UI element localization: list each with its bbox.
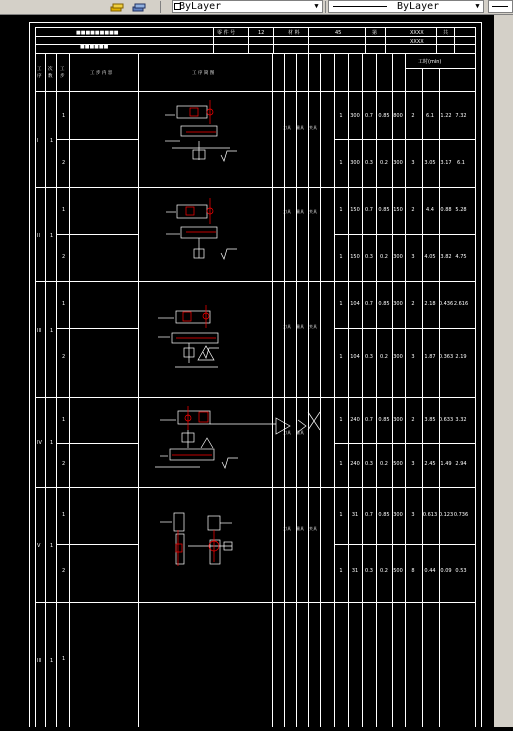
table-cell: 300 xyxy=(393,512,403,518)
col-step: 工 xyxy=(60,67,65,72)
tool-label: 夹具 xyxy=(309,526,317,531)
col-content: 工 步 内 容 xyxy=(90,71,113,76)
table-cell: 2 xyxy=(411,417,415,423)
table-cell: 0.44 xyxy=(424,568,436,574)
table-cell: 1 xyxy=(339,461,343,467)
tool-label: 量具 xyxy=(296,324,304,329)
table-cell: 0.2 xyxy=(380,254,388,260)
table-cell: 3 xyxy=(411,461,415,467)
table-cell: 0.123 xyxy=(438,512,454,518)
process-count: 1 xyxy=(50,328,54,334)
table-cell: 3 xyxy=(411,512,415,518)
table-cell: 1 xyxy=(339,301,343,307)
chevron-down-icon[interactable]: ▼ xyxy=(475,2,480,10)
step-number: 2 xyxy=(62,254,66,260)
process-count: 1 xyxy=(50,543,54,549)
tool-labels xyxy=(283,124,318,531)
toolbar-divider xyxy=(160,1,161,13)
table-cell: 0.85 xyxy=(378,417,390,423)
table-cell: 300 xyxy=(393,254,403,260)
step-number: 2 xyxy=(62,461,66,467)
sheet-value: XXXX xyxy=(410,30,424,36)
process-count: 1 xyxy=(50,658,54,664)
tool-label: 刀具 xyxy=(283,526,291,531)
table-cell: 150 xyxy=(350,254,360,260)
tool-label: 量具 xyxy=(296,430,304,435)
process-count: 1 xyxy=(50,440,54,446)
part-no-value: 12 xyxy=(258,30,265,36)
tool-label: 量具 xyxy=(296,526,304,531)
material-value: 45 xyxy=(335,30,342,36)
tool-label: 量具 xyxy=(296,209,304,214)
table-cell: 3.82 xyxy=(440,254,452,260)
table-cell: 0.3 xyxy=(365,568,373,574)
table-cell: 0.436 xyxy=(438,301,454,307)
table-cell: 0.7 xyxy=(365,113,373,119)
table-cell: 300 xyxy=(350,160,360,166)
card-subtitle: ■■■■■■ xyxy=(80,44,109,50)
table-cell: 500 xyxy=(393,461,403,467)
table-cell: 3 xyxy=(411,354,415,360)
table-cell: 0.3 xyxy=(365,461,373,467)
layer-states-icon[interactable] xyxy=(132,1,146,13)
table-cell: 0.3 xyxy=(365,354,373,360)
tool-label: 刀具 xyxy=(283,324,291,329)
linetype-combo-value: ByLayer xyxy=(397,1,440,12)
process-number: III xyxy=(37,328,42,334)
table-cell: 0.2 xyxy=(380,160,388,166)
table-cell: 240 xyxy=(350,461,360,467)
tool-label: 刀具 xyxy=(283,430,291,435)
table-cell: 2 xyxy=(411,301,415,307)
table-cell: 2 xyxy=(411,207,415,213)
table-cell: 1 xyxy=(339,354,343,360)
table-cell: 0.736 xyxy=(453,512,469,518)
table-cell: 0.7 xyxy=(365,512,373,518)
table-cell: 0.2 xyxy=(380,461,388,467)
step-number: 2 xyxy=(62,568,66,574)
table-cell: 800 xyxy=(393,113,403,119)
table-cell: 0.3 xyxy=(365,254,373,260)
table-cell: 1 xyxy=(339,417,343,423)
table-cell: 300 xyxy=(393,301,403,307)
step-number: 2 xyxy=(62,354,66,360)
table-cell: 104 xyxy=(350,301,360,307)
table-cell: 0.2 xyxy=(380,354,388,360)
table-body xyxy=(37,113,468,664)
table-cell: 4.75 xyxy=(455,254,467,260)
table-cell: 3.05 xyxy=(424,160,436,166)
table-cell: 0.85 xyxy=(378,301,390,307)
process-count: 1 xyxy=(50,233,54,239)
process-card-drawing xyxy=(0,15,494,727)
step-number: 1 xyxy=(62,113,66,119)
total-value: XXXX xyxy=(410,39,424,45)
table-cell: 3 xyxy=(411,254,415,260)
total-label: 共 xyxy=(443,30,449,36)
sketch-1 xyxy=(165,100,237,161)
table-cell: 300 xyxy=(393,160,403,166)
table-cell: 300 xyxy=(393,354,403,360)
table-cell: 6.1 xyxy=(457,160,465,166)
properties-toolbar xyxy=(0,0,513,15)
step-number: 1 xyxy=(62,207,66,213)
table-cell: 31 xyxy=(351,512,359,518)
col-step: 步 xyxy=(60,74,65,79)
process-number: V xyxy=(37,543,41,549)
sketch-4 xyxy=(155,406,320,468)
part-no-label: 零 件 号 xyxy=(217,30,236,36)
table-cell: 150 xyxy=(393,207,403,213)
sketch-3 xyxy=(158,305,219,367)
table-cell: 7.32 xyxy=(455,113,467,119)
process-number: II xyxy=(37,233,40,239)
toolbar-divider xyxy=(325,1,326,13)
step-number: 2 xyxy=(62,160,66,166)
table-cell: 0.09 xyxy=(440,568,452,574)
step-number: 1 xyxy=(62,301,66,307)
table-cell: 1 xyxy=(339,254,343,260)
table-cell: 0.7 xyxy=(365,301,373,307)
step-number: 1 xyxy=(62,512,66,518)
sketch-2 xyxy=(166,198,237,259)
step-number: 1 xyxy=(62,656,66,662)
time-header: 工时(min) xyxy=(418,59,442,65)
material-label: 材 料 xyxy=(288,30,300,36)
tool-label: 刀具 xyxy=(283,209,291,214)
table-cell: 4.4 xyxy=(426,207,434,213)
table-cell: 0.363 xyxy=(438,354,454,360)
col-count: 数 xyxy=(48,74,53,79)
process-number: I xyxy=(37,138,39,144)
linetype-combo[interactable] xyxy=(328,0,484,13)
linetype-preview xyxy=(333,6,387,7)
card-title: ■■■■■■■■■ xyxy=(76,30,119,36)
tool-label: 刀具 xyxy=(283,125,291,130)
table-cell: 1.22 xyxy=(440,113,452,119)
table-cell: 0.613 xyxy=(422,512,438,518)
table-cell: 2.94 xyxy=(455,461,467,467)
table-cell: 3.17 xyxy=(440,160,452,166)
sheet-label: 第 xyxy=(372,30,378,36)
table-cell: 3.32 xyxy=(455,417,467,423)
table-cell: 4.05 xyxy=(424,254,436,260)
table-cell: 300 xyxy=(350,113,360,119)
table-frame xyxy=(30,23,482,728)
table-cell: 300 xyxy=(393,417,403,423)
table-cell: 2.616 xyxy=(453,301,469,307)
table-cell: 0.53 xyxy=(455,568,467,574)
table-cell: 0.633 xyxy=(438,417,454,423)
color-combo[interactable] xyxy=(172,0,323,13)
col-process-no: 工 xyxy=(37,67,42,72)
lineweight-preview xyxy=(492,6,508,7)
layer-stack-icon[interactable] xyxy=(110,1,124,13)
table-cell: 3.85 xyxy=(424,417,436,423)
table-cell: 1.87 xyxy=(424,354,436,360)
drawing-canvas[interactable] xyxy=(0,15,494,727)
table-cell: 0.2 xyxy=(380,568,388,574)
table-cell: 1 xyxy=(339,160,343,166)
table-cell: 0.7 xyxy=(365,207,373,213)
table-cell: 2.18 xyxy=(424,301,436,307)
process-number: III xyxy=(37,658,42,664)
process-number: IV xyxy=(37,440,42,446)
table-cell: 1 xyxy=(339,512,343,518)
process-sketches xyxy=(155,100,320,566)
table-cell: 150 xyxy=(350,207,360,213)
col-sketch: 工 序 简 图 xyxy=(192,71,215,76)
table-cell: 0.85 xyxy=(378,113,390,119)
table-cell: 2.45 xyxy=(424,461,436,467)
tool-label: 量具 xyxy=(296,125,304,130)
table-cell: 1 xyxy=(339,113,343,119)
table-cell: 5.28 xyxy=(455,207,467,213)
step-number: 1 xyxy=(62,417,66,423)
vertical-scrollbar[interactable] xyxy=(494,15,513,727)
sketch-5 xyxy=(160,513,232,566)
col-count: 次 xyxy=(48,67,53,72)
table-cell: 1.49 xyxy=(440,461,452,467)
table-cell: 0.7 xyxy=(365,417,373,423)
table-cell: 1 xyxy=(339,207,343,213)
color-combo-value: ByLayer xyxy=(179,1,222,12)
table-cell: 8 xyxy=(411,568,415,574)
tool-label: 夹具 xyxy=(309,209,317,214)
table-cell: 3 xyxy=(411,160,415,166)
table-cell: 1 xyxy=(339,568,343,574)
tool-label: 夹具 xyxy=(309,125,317,130)
table-cell: 2.19 xyxy=(455,354,467,360)
process-count: 1 xyxy=(50,138,54,144)
table-cell: 6.1 xyxy=(426,113,434,119)
table-cell: 240 xyxy=(350,417,360,423)
table-cell: 0.85 xyxy=(378,512,390,518)
table-cell: 104 xyxy=(350,354,360,360)
table-cell: 500 xyxy=(393,568,403,574)
col-process-no: 序 xyxy=(37,74,42,79)
column-headers xyxy=(37,65,215,79)
table-cell: 0.88 xyxy=(440,207,452,213)
table-cell: 31 xyxy=(351,568,359,574)
table-cell: 0.85 xyxy=(378,207,390,213)
table-cell: 2 xyxy=(411,113,415,119)
lineweight-combo[interactable] xyxy=(488,0,513,13)
chevron-down-icon[interactable]: ▼ xyxy=(314,2,319,10)
table-cell: 0.3 xyxy=(365,160,373,166)
tool-label: 夹具 xyxy=(309,324,317,329)
